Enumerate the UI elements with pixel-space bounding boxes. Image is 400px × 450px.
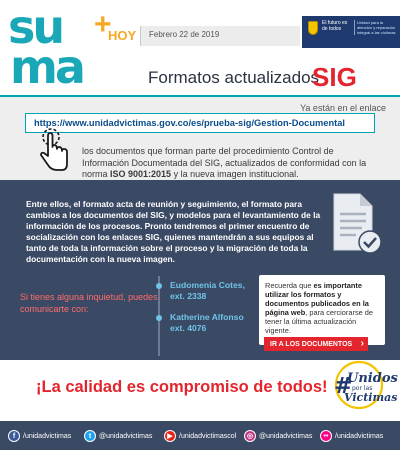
reminder-card: [259, 275, 385, 345]
logo-hoy: HOY: [108, 28, 137, 43]
reminder-text: [265, 281, 381, 335]
contact-name: Eudomenia Cotes,: [170, 280, 245, 290]
link-note: Ya están en el enlace: [300, 103, 386, 113]
twitter-icon: t: [84, 430, 96, 442]
chevron-right-icon: ›: [360, 338, 364, 349]
teal-divider: [0, 95, 400, 97]
documents-url[interactable]: https://www.unidadvictimas.gov.co/es/prueba-sig/Gestion-Documental: [34, 118, 345, 128]
facebook-handle: /unidadvictimas: [23, 432, 72, 440]
documents-link[interactable]: [25, 113, 375, 133]
bullet-icon: [156, 283, 162, 289]
youtube-icon: ▶: [164, 430, 176, 442]
instagram-link[interactable]: [244, 429, 312, 443]
instagram-handle: @unidadvictimas: [259, 432, 313, 440]
contact-eudomenia: [170, 280, 245, 302]
government-logo: [302, 16, 400, 48]
title-light: Formatos actualizados: [148, 68, 320, 87]
intro-text-part2: y la nueva imagen institucional.: [171, 169, 299, 179]
logo-ma: ma: [10, 40, 83, 94]
twitter-link[interactable]: [84, 429, 152, 443]
button-label: IR A LOS DOCUMENTOS: [270, 340, 353, 348]
suma-hoy-logo: [8, 0, 143, 94]
logo-su: su: [8, 0, 63, 54]
logo-plus: +: [94, 8, 112, 41]
flickr-icon: ••: [320, 430, 332, 442]
quality-slogan: ¡La calidad es compromiso de todos!: [36, 378, 328, 396]
reminder-bold: es importante utilizar los formatos y documentos publicados en la página web: [265, 281, 369, 317]
iso-norm: ISO 9001:2015: [110, 169, 172, 179]
youtube-link[interactable]: [164, 429, 236, 443]
gov-slogan: El futuro es de todos: [322, 20, 348, 32]
pointing-hand-icon: [34, 128, 72, 174]
header: [0, 0, 400, 95]
reminder-part2: , para cerciorarse de tener la última actualización vigente.: [265, 308, 374, 335]
unidos-por-las-victimas-badge: [330, 360, 398, 410]
intro-text-part1: los documentos que forman parte del procedimiento Control de Información Documentada del SIG, actualizados de conformidad con la norma: [82, 146, 367, 179]
contact-list: [158, 276, 250, 356]
contact-ext: ext. 4076: [170, 323, 207, 333]
instagram-icon: ◎: [244, 430, 256, 442]
reminder-part1: Recuerda que: [265, 281, 314, 290]
colombia-shield-icon: [308, 21, 318, 35]
issue-date: Febrero 22 de 2019: [149, 30, 220, 39]
intro-text: [82, 146, 382, 181]
contact-ext: ext. 2338: [170, 291, 207, 301]
title-sig: SIG: [312, 62, 357, 92]
unidad-victimas-name: Unidad para la atención y reparación integral a las víctimas: [354, 20, 398, 35]
bullet-icon: [156, 315, 162, 321]
document-check-icon: [328, 192, 382, 256]
page-title: [148, 62, 393, 90]
social-footer: [0, 421, 400, 450]
flickr-link[interactable]: [320, 429, 383, 443]
badge-hash: #: [334, 374, 353, 399]
contact-katherine: [170, 312, 244, 334]
info-paragraph: Entre ellos, el formato acta de reunión y seguimiento, el formato para cambios a los documentos del SIG, y modelos para el levantamiento de la información de los procesos. Pronto tendremos el primer encuentro de socialización con los enlaces SIG, quienes mantendrán a sus equipos al tanto de toda la información sobre el proceso y la migración de toda la documentación con la nueva imagen.: [26, 199, 321, 264]
badge-unidos: Unidos: [347, 371, 398, 386]
flickr-handle: /unidadvictimas: [335, 432, 384, 440]
facebook-link[interactable]: [8, 429, 71, 443]
badge-victimas: Victimas: [344, 391, 398, 404]
contact-name: Katherine Alfonso: [170, 312, 244, 322]
badge-por: por las: [352, 385, 373, 392]
contact-question: Si tienes alguna inquietud, puedes comunicarte con:: [20, 292, 158, 314]
go-to-documents-button[interactable]: [264, 337, 368, 351]
youtube-handle: /unidadvictimascol: [179, 432, 237, 440]
twitter-handle: @unidadvictimas: [99, 432, 153, 440]
date-bar: [140, 26, 300, 46]
facebook-icon: f: [8, 430, 20, 442]
